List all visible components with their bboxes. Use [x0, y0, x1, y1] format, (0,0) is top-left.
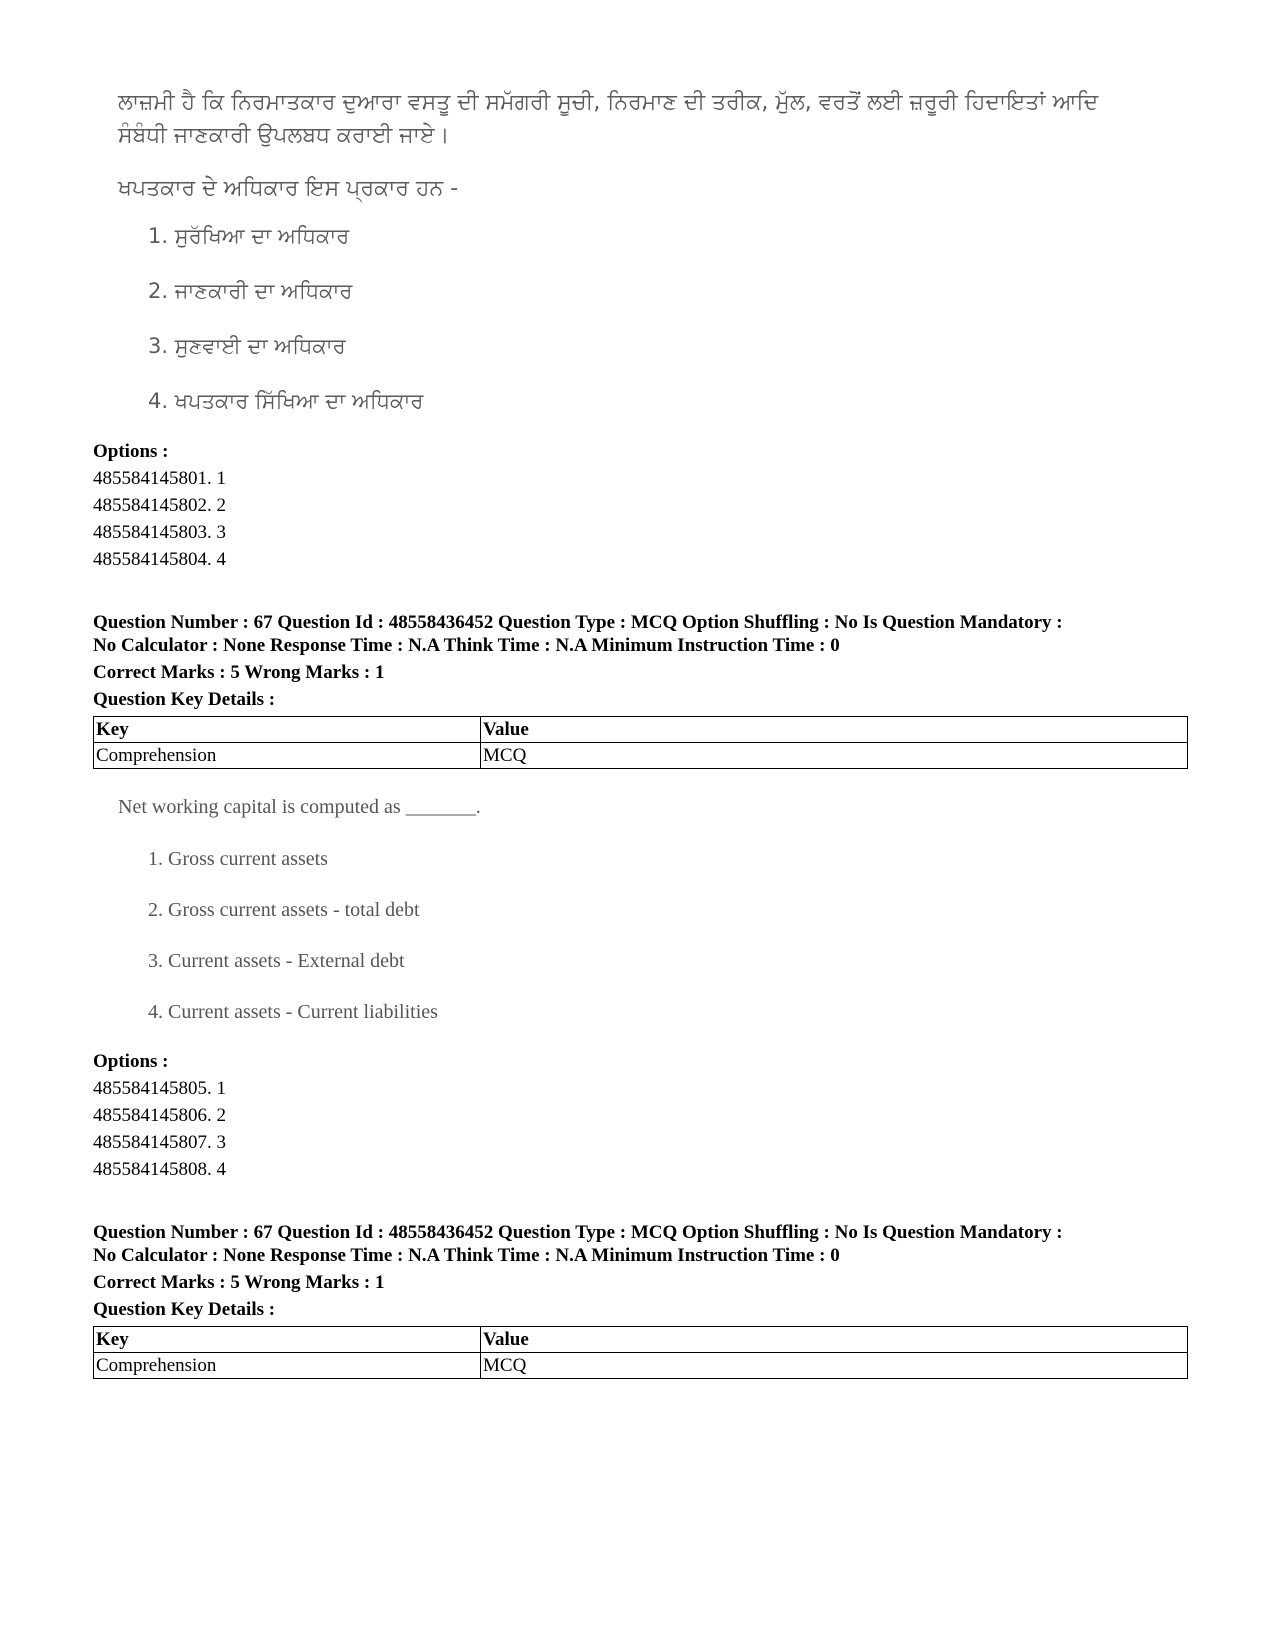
option-item: 485584145802. 2	[93, 495, 226, 516]
option-item: 485584145806. 2	[93, 1105, 226, 1126]
table-header-value: Value	[481, 717, 1188, 743]
table-header-row	[94, 1327, 1188, 1353]
question-key-details-label: Question Key Details :	[93, 689, 276, 710]
options-label: Options :	[93, 441, 169, 462]
english-list-item: 2. Gross current assets - total debt	[148, 899, 420, 921]
table-cell-key: Comprehension	[94, 1353, 481, 1379]
punjabi-list-item: 3. ਸੁਣਵਾਈ ਦਾ ਅਧਿਕਾਰ	[148, 334, 346, 358]
option-item: 485584145801. 1	[93, 468, 226, 489]
table-header-key: Key	[94, 1327, 481, 1353]
question-meta-line: Question Number : 67 Question Id : 48558436452 Question Type : MCQ Option Shuffling : No Is Question Mandatory :	[93, 612, 1063, 633]
option-item: 485584145805. 1	[93, 1078, 226, 1099]
punjabi-heading-wrap	[118, 172, 458, 205]
table-cell-value: MCQ	[481, 1353, 1188, 1379]
table-row	[94, 743, 1188, 769]
question-meta-line: Question Number : 67 Question Id : 48558436452 Question Type : MCQ Option Shuffling : No Is Question Mandatory :	[93, 1222, 1063, 1243]
punjabi-heading: ਖਪਤਕਾਰ ਦੇ ਅਧਿਕਾਰ ਇਸ ਪ੍ਰਕਾਰ ਹਨ -	[118, 176, 459, 201]
punjabi-list-item: 4. ਖਪਤਕਾਰ ਸਿੱਖਿਆ ਦਾ ਅਧਿਕਾਰ	[148, 389, 424, 413]
option-item: 485584145803. 3	[93, 522, 226, 543]
table-cell-value: MCQ	[481, 743, 1188, 769]
option-item: 485584145804. 4	[93, 549, 226, 570]
english-question: Net working capital is computed as _______.	[118, 796, 481, 818]
punjabi-list-item: 2. ਜਾਣਕਾਰੀ ਦਾ ਅਧਿਕਾਰ	[148, 279, 353, 303]
options-label: Options :	[93, 1051, 169, 1072]
table-row	[94, 1353, 1188, 1379]
table-cell-key: Comprehension	[94, 743, 481, 769]
question-marks: Correct Marks : 5 Wrong Marks : 1	[93, 662, 385, 683]
english-list-item: 3. Current assets - External debt	[148, 950, 405, 972]
option-item: 485584145807. 3	[93, 1132, 226, 1153]
question-meta-line: No Calculator : None Response Time : N.A Think Time : N.A Minimum Instruction Time : 0	[93, 635, 840, 656]
english-list-item: 4. Current assets - Current liabilities	[148, 1001, 438, 1023]
punjabi-list-item: 1. ਸੁਰੱਖਿਆ ਦਾ ਅਧਿਕਾਰ	[148, 224, 350, 248]
english-list-item: 1. Gross current assets	[148, 848, 328, 870]
punjabi-passage-image	[118, 86, 1118, 152]
question-key-details-label: Question Key Details :	[93, 1299, 276, 1320]
question-key-table	[93, 1326, 1188, 1379]
question-marks: Correct Marks : 5 Wrong Marks : 1	[93, 1272, 385, 1293]
question-meta-line: No Calculator : None Response Time : N.A Think Time : N.A Minimum Instruction Time : 0	[93, 1245, 840, 1266]
option-item: 485584145808. 4	[93, 1159, 226, 1180]
table-header-value: Value	[481, 1327, 1188, 1353]
question-key-table	[93, 716, 1188, 769]
table-header-row	[94, 717, 1188, 743]
table-header-key: Key	[94, 717, 481, 743]
punjabi-paragraph: ਲਾਜ਼ਮੀ ਹੈ ਕਿ ਨਿਰਮਾਤਕਾਰ ਦੁਆਰਾ ਵਸਤੂ ਦੀ ਸਮੱਗਰੀ ਸੂਚੀ, ਨਿਰਮਾਣ ਦੀ ਤਰੀਕ, ਮੁੱਲ, ਵਰਤੋਂ ਲਈ ਜ਼ਰੂਰੀ ਹਿਦਾਇਤਾਂ ਆਦਿ ਸੰਬੰਧੀ ਜਾਣਕਾਰੀ ਉਪਲਬਧ ਕਰਾਈ ਜਾਏ।	[118, 90, 1099, 148]
